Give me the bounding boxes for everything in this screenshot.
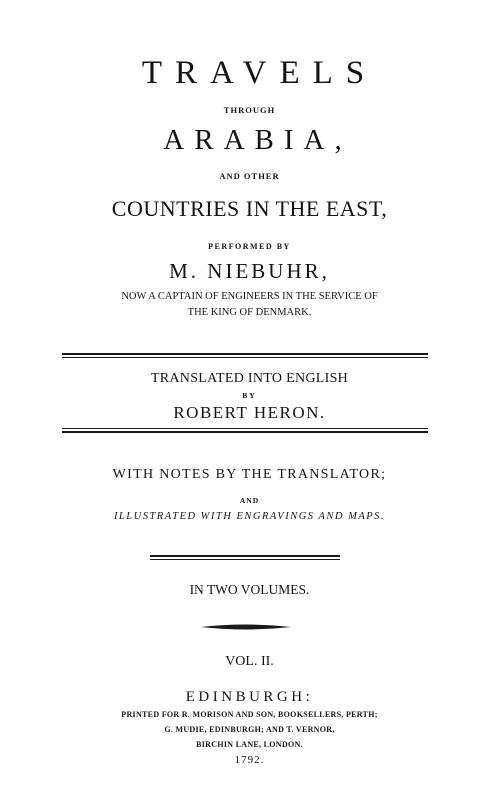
swell-rule-ornament — [201, 623, 291, 631]
and-other-text: AND OTHER — [219, 171, 280, 181]
short-rule-thick — [150, 555, 340, 557]
notes-text: WITH NOTES BY THE TRANSLATOR; — [112, 467, 387, 482]
short-rule-thin — [150, 559, 340, 560]
by-text: BY — [242, 391, 257, 400]
imprint-line-1: PRINTED FOR R. MORISON AND SON, BOOKSELLERS, PERTH; — [121, 710, 378, 719]
double-rule-top-thin — [62, 357, 428, 358]
author-description-line-1: NOW A CAPTAIN OF ENGINEERS IN THE SERVICE OF — [121, 291, 378, 302]
volumes-text: IN TWO VOLUMES. — [189, 582, 310, 597]
publication-year: 1792. — [234, 754, 265, 766]
imprint-city: EDINBURGH: — [185, 689, 314, 705]
and-text: AND — [239, 496, 260, 505]
countries-text: COUNTRIES IN THE EAST, — [111, 196, 388, 221]
double-rule-bottom-thick — [62, 431, 428, 433]
author-description-line-2: THE KING OF DENMARK. — [187, 307, 312, 318]
double-rule-top-thick — [62, 353, 428, 355]
imprint-line-2: G. MUDIE, EDINBURGH; AND T. VERNOR, — [164, 725, 335, 734]
arabia-text: ARABIA, — [163, 124, 352, 156]
book-title: TRAVELS — [141, 55, 378, 91]
translator-name: ROBERT HERON. — [173, 403, 326, 422]
performed-by-text: PERFORMED BY — [208, 242, 291, 251]
volume-number: VOL. II. — [225, 654, 274, 669]
translated-text: TRANSLATED INTO ENGLISH — [150, 371, 349, 386]
author-name: M. NIEBUHR, — [169, 259, 330, 283]
double-rule-bottom-thin — [62, 428, 428, 429]
imprint-line-3: BIRCHIN LANE, LONDON. — [196, 740, 303, 749]
illustrated-text: ILLUSTRATED WITH ENGRAVINGS AND MAPS. — [113, 511, 386, 522]
through-text: THROUGH — [223, 105, 276, 115]
